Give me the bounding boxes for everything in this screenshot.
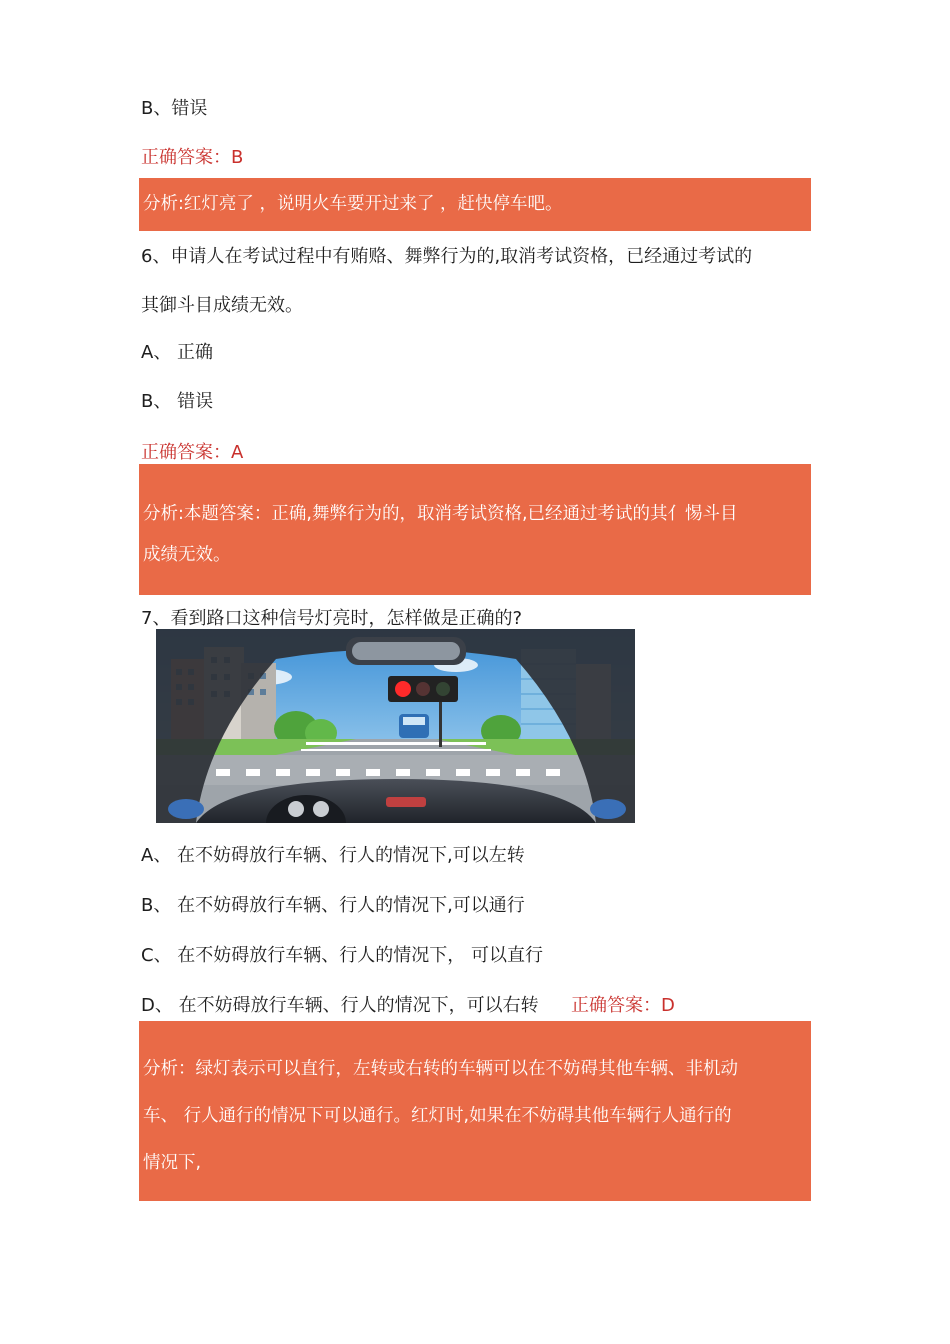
q5-analysis-box bbox=[139, 178, 811, 231]
traffic-scene-image bbox=[156, 629, 635, 823]
q5-analysis-text: 分析:红灯亮了 ，说明火车要开过来了 ，赶快停车吧。 bbox=[143, 194, 563, 214]
q6-correct-answer: 正确答案：A bbox=[141, 442, 244, 463]
q7-option-b: B、 在不妨碍放行车辆、行人的情况下,可以通行 bbox=[141, 895, 525, 916]
q7-option-a: A、 在不妨碍放行车辆、行人的情况下,可以左转 bbox=[141, 845, 525, 866]
q7-question: 7、看到路口这种信号灯亮时，怎样做是正确的? bbox=[141, 608, 523, 629]
q7-option-c: C、 在不妨碍放行车辆、行人的情况下， 可以直行 bbox=[141, 945, 544, 966]
q7-analysis-box bbox=[139, 1021, 811, 1201]
q6-analysis-line-2: 成绩无效。 bbox=[143, 545, 231, 565]
q6-question-line-2: 其御斗目成绩无效。 bbox=[141, 295, 303, 316]
q7-analysis-line-3: 情况下, bbox=[143, 1153, 202, 1173]
q6-option-b: B、 错误 bbox=[141, 391, 214, 412]
q7-correct-answer: 正确答案：D bbox=[571, 995, 675, 1016]
q5-option-b: B、错误 bbox=[141, 98, 208, 119]
q5-correct-answer: 正确答案：B bbox=[141, 147, 244, 168]
q6-analysis-box bbox=[139, 464, 811, 595]
q6-option-a: A、 正确 bbox=[141, 342, 214, 363]
q7-analysis-line-2: 车、 行人通行的情况下可以通行。红灯时,如果在不妨碍其他车辆行人通行的 bbox=[143, 1106, 732, 1126]
q6-question-line-1: 6、申请人在考试过程中有贿赂、舞弊行为的,取消考试资格，已经通过考试的 bbox=[141, 246, 753, 267]
q6-analysis-line-1: 分析:本题答案：正确,舞弊行为的，取消考试资格,已经通过考试的其亻惕斗目 bbox=[143, 504, 738, 524]
q7-analysis-line-1: 分析：绿灯表示可以直行，左转或右转的车辆可以在不妨碍其他车辆、非机动 bbox=[143, 1059, 738, 1079]
q7-option-d: D、 在不妨碍放行车辆、行人的情况下，可以右转 bbox=[141, 995, 539, 1016]
